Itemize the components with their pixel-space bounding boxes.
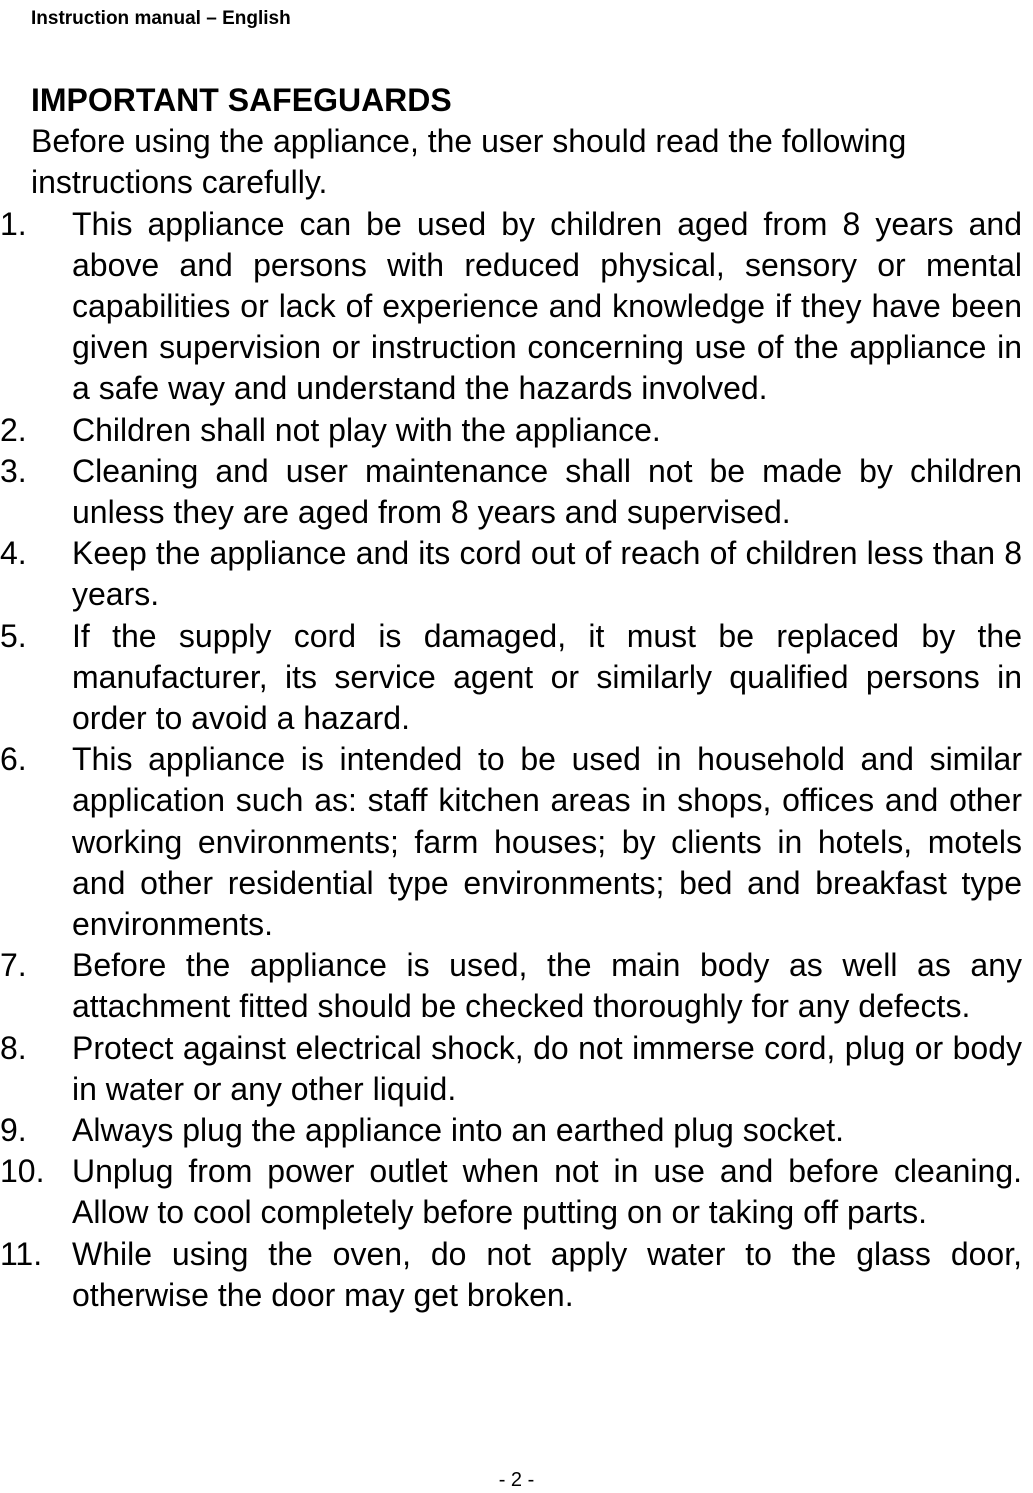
safeguards-list <box>0 204 1033 1316</box>
list-item-text: This appliance can be used by children aged from 8 years and above and persons with reduced physical, sensory or mental capabilities or lack of experience and knowledge if they have been given supervision or instruction concerning use of the appliance in a safe way and understand the hazards involved. <box>72 205 1022 407</box>
list-item <box>0 451 1022 533</box>
list-item-text: Cleaning and user maintenance shall not be made by children unless they are aged from 8 years and supervised. <box>72 452 1022 531</box>
list-item <box>0 1234 1022 1316</box>
section-title: IMPORTANT SAFEGUARDS <box>31 82 452 118</box>
list-item-number: 1. <box>0 205 27 242</box>
list-item <box>0 1151 1022 1233</box>
page-number: - 2 - <box>498 1469 535 1491</box>
list-item-number: 5. <box>0 617 27 654</box>
list-item <box>0 945 1022 1027</box>
safeguards-section <box>0 80 1033 1316</box>
list-item <box>0 410 1022 451</box>
list-item <box>0 1028 1022 1110</box>
list-item-text: If the supply cord is damaged, it must be replaced by the manufacturer, its service agent or similarly qualified persons in order to avoid a hazard. <box>72 617 1022 737</box>
list-item-text: Children shall not play with the appliance. <box>72 411 661 448</box>
list-item <box>0 204 1022 410</box>
list-item-number: 7. <box>0 947 27 984</box>
list-item-number: 4. <box>0 535 27 572</box>
list-item <box>0 616 1022 740</box>
list-item-text: Keep the appliance and its cord out of reach of children less than 8 years. <box>72 535 1022 613</box>
list-item-number: 8. <box>0 1029 27 1066</box>
list-item-number: 6. <box>0 741 27 778</box>
section-intro: Before using the appliance, the user should read the following instructions carefully. <box>31 123 907 201</box>
list-item-number: 9. <box>0 1112 27 1149</box>
list-item-number: 2. <box>0 411 27 448</box>
list-item-number: 10. <box>0 1153 45 1190</box>
list-item-number: 3. <box>0 452 27 489</box>
list-item-text: Protect against electrical shock, do not immerse cord, plug or body in water or any other liquid. <box>72 1029 1022 1107</box>
list-item-text: This appliance is intended to be used in household and similar application such as: staff kitchen areas in shops, offices and other working environments; farm houses; by clients in hotels, motels and other residential type environments; bed and breakfast type environments. <box>72 741 1022 943</box>
list-item <box>0 1110 1022 1151</box>
list-item-text: Before the appliance is used, the main body as well as any attachment fitted should be checked thoroughly for any defects. <box>72 947 1022 1025</box>
list-item-text: Unplug from power outlet when not in use and before cleaning. Allow to cool completely before putting on or taking off parts. <box>72 1153 1022 1231</box>
list-item <box>0 533 1022 615</box>
document-header: Instruction manual – English <box>31 8 291 29</box>
list-item-text: Always plug the appliance into an earthed plug socket. <box>72 1112 845 1149</box>
list-item <box>0 739 1022 945</box>
list-item-number: 11. <box>0 1235 43 1272</box>
list-item-text: While using the oven, do not apply water to the glass door, otherwise the door may get broken. <box>72 1235 1022 1313</box>
